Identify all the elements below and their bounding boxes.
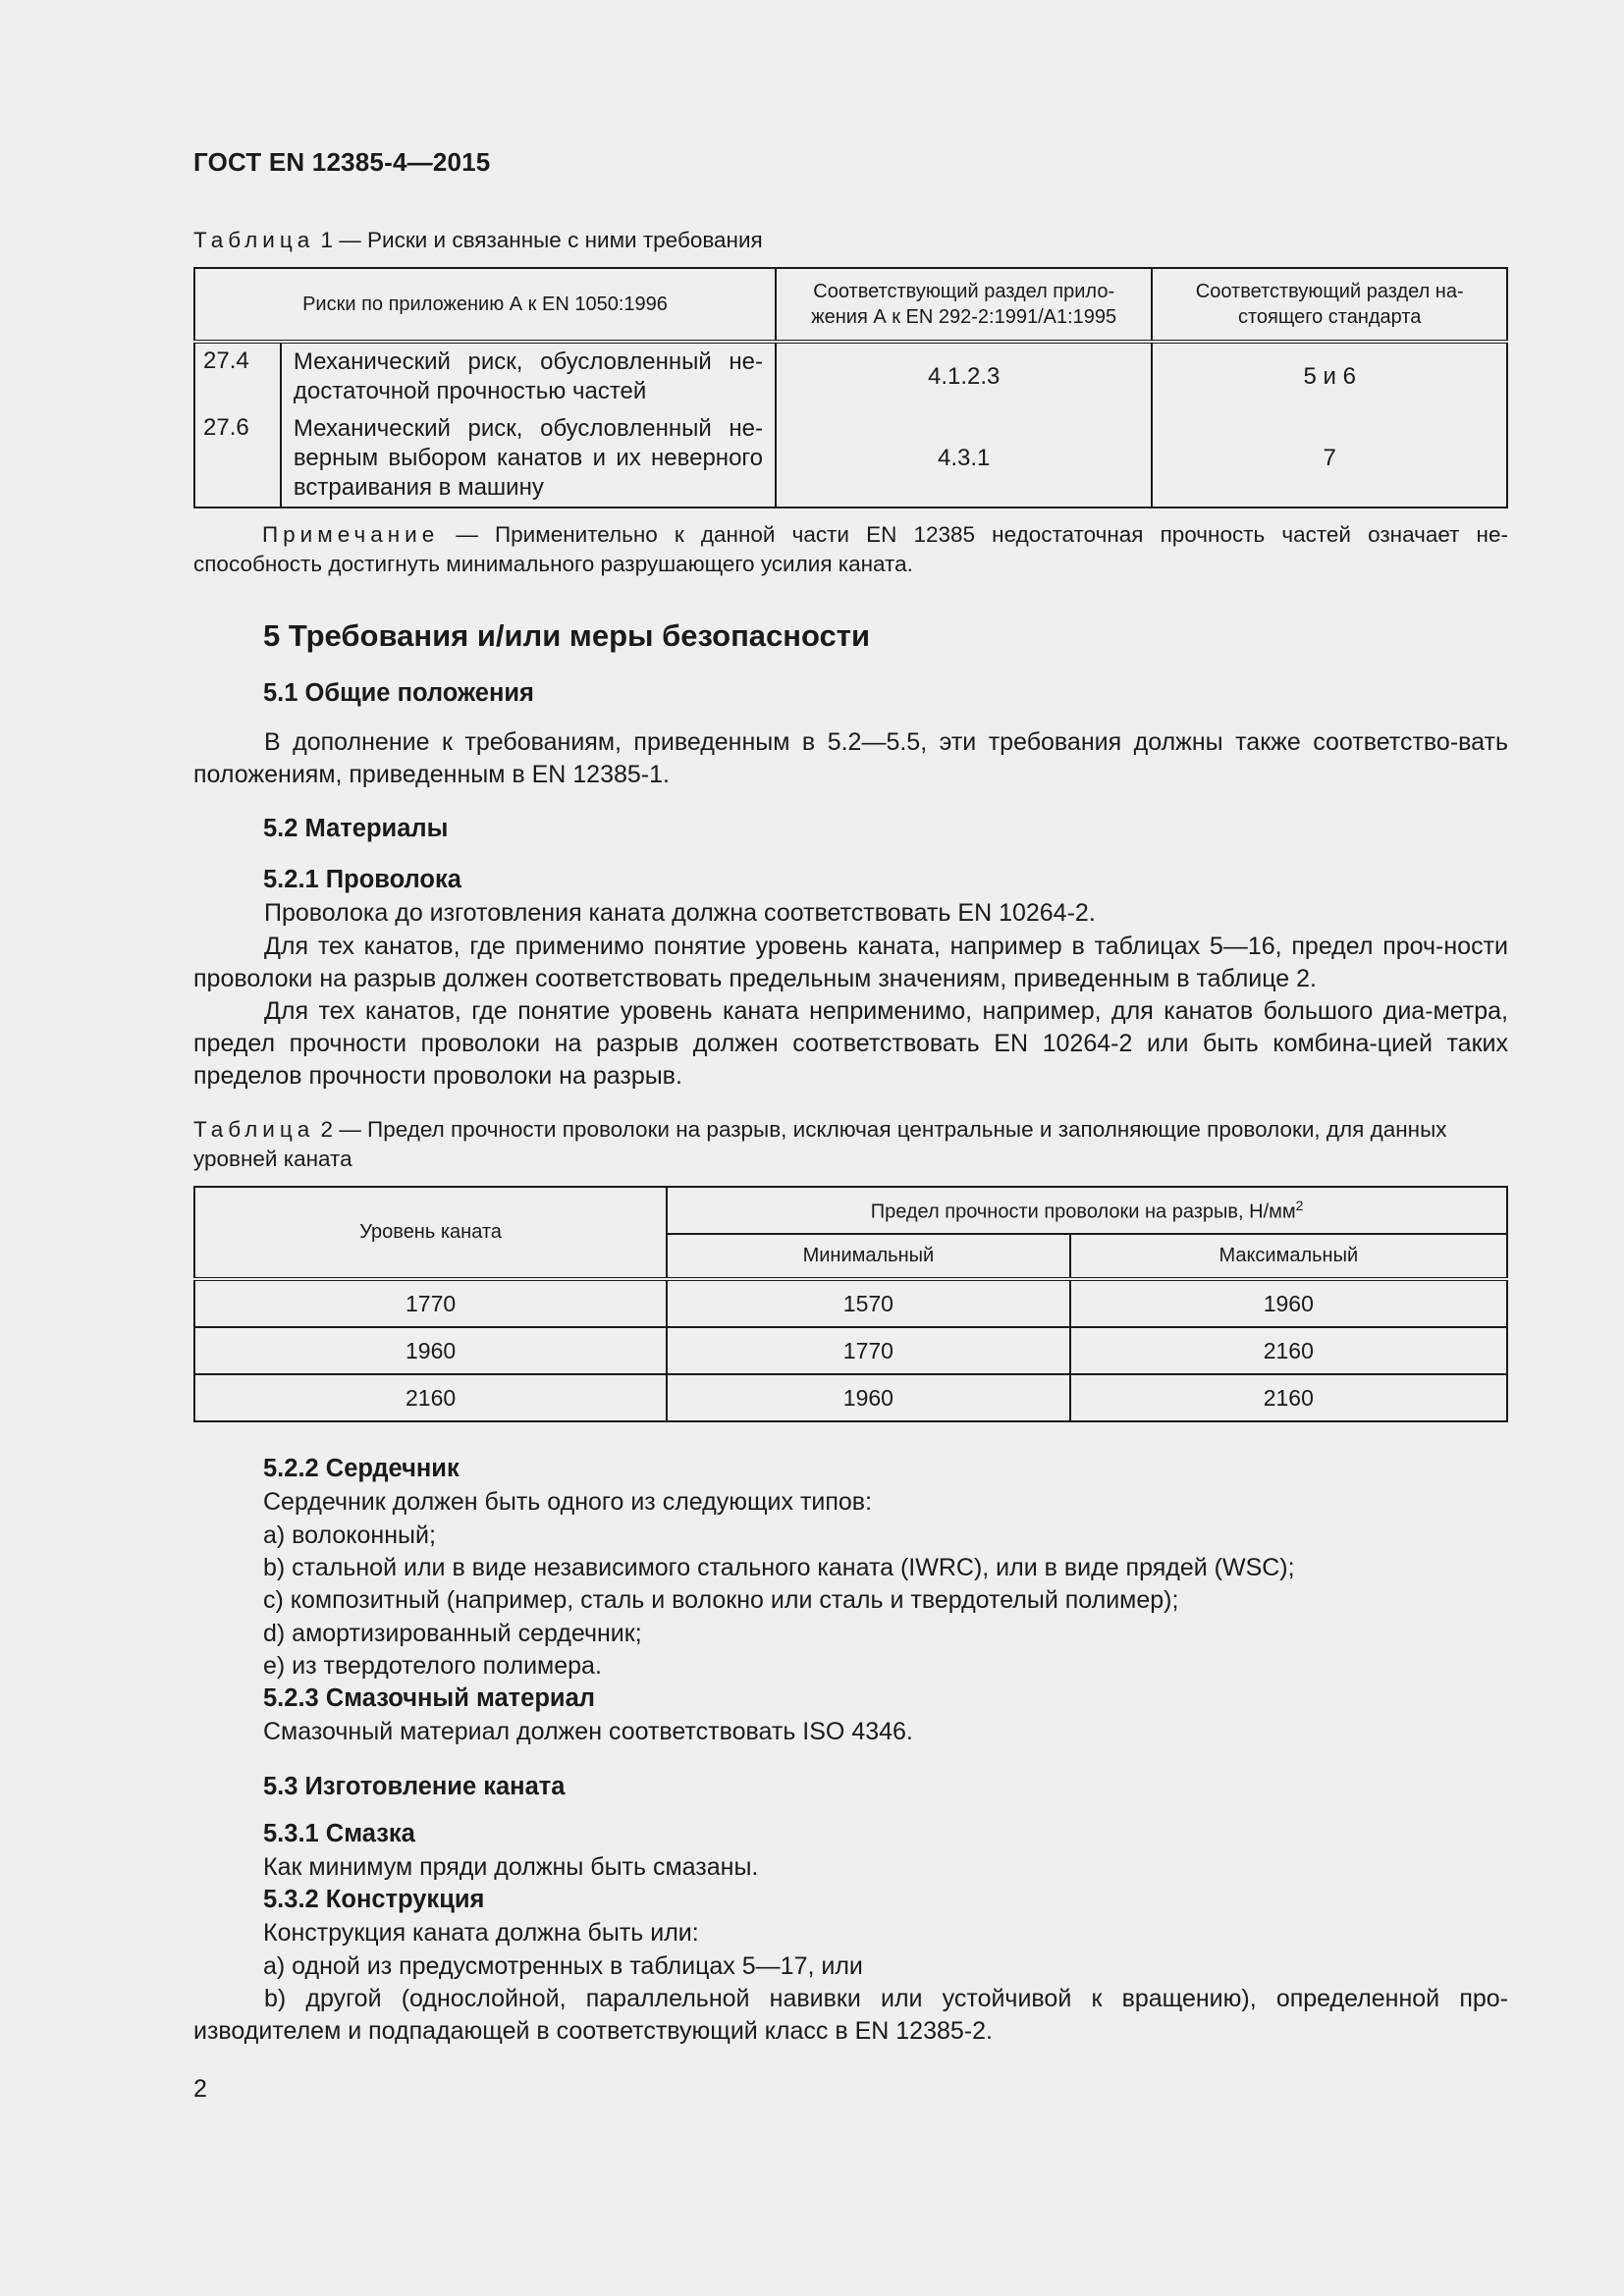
table2-caption-word: Таблица <box>193 1117 315 1142</box>
table2-cell: 2160 <box>1070 1374 1507 1421</box>
table1-row-text: Механический риск, обусловленный не-верным выбором канатов и их неверного встраивания в машину <box>281 410 776 507</box>
section-5-2-1-p1: Проволока до изготовления каната должна соответствовать EN 10264-2. <box>264 899 1096 927</box>
table2-header-strength <box>667 1187 1507 1234</box>
table2-cell: 1960 <box>194 1327 667 1374</box>
section-5-2-1-p3: Для тех канатов, где понятие уровень каната неприменимо, например, для канатов большого диа-метра, предел прочности проволоки на разрыв должен соответствовать EN 10264-2 или быть комбина-цией таких пределов прочности проволоки на разрыв. <box>193 997 1508 1090</box>
list-item: e) из твердотелого полимера. <box>263 1652 602 1680</box>
section-5-2-heading: 5.2 Материалы <box>263 815 449 842</box>
table1-caption-text: 1 — Риски и связанные с ними требования <box>320 228 763 252</box>
section-5-3-2-heading: 5.3.2 Конструкция <box>263 1886 485 1913</box>
table2-cell: 1770 <box>194 1279 667 1327</box>
section-5-2-2-intro: Сердечник должен быть одного из следующих типов: <box>263 1488 873 1516</box>
table1-row-num: 27.4 <box>194 342 281 410</box>
page-number: 2 <box>193 2075 207 2103</box>
table-row <box>194 342 1507 410</box>
document-header: ГОСТ EN 12385-4—2015 <box>193 147 491 177</box>
section-5-2-1-p2: Для тех канатов, где применимо понятие уровень каната, например в таблицах 5—16, предел проч-ности проволоки на разрыв должен соответствовать предельным значениям, приведенным в таблице 2. <box>193 933 1508 992</box>
table2-cell: 1770 <box>667 1327 1069 1374</box>
table2-header-row <box>194 1187 1507 1234</box>
table1-header-row <box>194 268 1507 342</box>
section-5-2-1-heading: 5.2.1 Проволока <box>263 866 461 893</box>
table2-cell: 1960 <box>1070 1279 1507 1327</box>
table1-row-annex: 4.3.1 <box>776 410 1152 507</box>
table1-caption <box>193 226 763 255</box>
table-row <box>194 1279 1507 1327</box>
section-5-1-text: В дополнение к требованиям, приведенным в 5.2—5.5, эти требования должны также соответство-вать положениям, приведенным в EN 12385-1. <box>193 728 1508 788</box>
table-row <box>194 410 1507 507</box>
section-5-2-2-heading: 5.2.2 Сердечник <box>263 1455 460 1482</box>
table2-header-strength-text: Предел прочности проволоки на разрыв, Н/мм <box>870 1201 1296 1223</box>
table2-cell: 1570 <box>667 1279 1069 1327</box>
list-item: c) композитный (например, сталь и волокно или сталь и твердотелый полимер); <box>263 1586 1179 1614</box>
table1-row-text: Механический риск, обусловленный не-достаточной прочностью частей <box>281 342 776 410</box>
section-5-2-3-heading: 5.2.3 Смазочный материал <box>263 1684 595 1712</box>
list-item: d) амортизированный сердечник; <box>263 1620 642 1647</box>
table1 <box>193 267 1508 508</box>
list-item: b) другой (однослойной, параллельной навивки или устойчивой к вращению), определенной про-изводителем и подпадающей в соответствующий класс в EN 12385-2. <box>193 1985 1508 2045</box>
section-5-1-heading: 5.1 Общие положения <box>263 679 534 707</box>
table-row <box>194 1374 1507 1421</box>
table2-header-sup: 2 <box>1295 1197 1304 1213</box>
table1-note <box>193 520 1508 579</box>
list-item: a) волоконный; <box>263 1522 436 1549</box>
table1-row-num: 27.6 <box>194 410 281 507</box>
table1-header-risks: Риски по приложению А к EN 1050:1996 <box>194 268 776 342</box>
table2-caption <box>193 1115 1508 1174</box>
table2-cell: 1960 <box>667 1374 1069 1421</box>
list-item: b) стальной или в виде независимого стального каната (IWRC), или в виде прядей (WSC); <box>263 1554 1295 1581</box>
table1-row-section: 5 и 6 <box>1303 363 1356 390</box>
table1-header-section: Соответствующий раздел на-стоящего стандарта <box>1152 268 1507 342</box>
section-5-3-heading: 5.3 Изготовление каната <box>263 1773 566 1800</box>
table1-header-annex: Соответствующий раздел прило-жения А к EN 292-2:1991/А1:1995 <box>776 268 1152 342</box>
table2-caption-text: 2 — Предел прочности проволоки на разрыв, исключая центральные и заполняющие проволоки, для данных уровней каната <box>193 1117 1447 1171</box>
section-5-2-3-text: Смазочный материал должен соответствовать ISO 4346. <box>263 1718 913 1745</box>
table1-row-section: 7 <box>1323 445 1336 471</box>
table2-header-min: Минимальный <box>667 1234 1069 1279</box>
table2-cell: 2160 <box>194 1374 667 1421</box>
section-5-3-2-intro: Конструкция каната должна быть или: <box>263 1919 699 1947</box>
section-5-3-1-heading: 5.3.1 Смазка <box>263 1820 415 1847</box>
table-row <box>194 1327 1507 1374</box>
table2 <box>193 1186 1508 1422</box>
table1-caption-word: Таблица <box>193 228 315 252</box>
table2-header-max: Максимальный <box>1070 1234 1507 1279</box>
section-5-3-1-text: Как минимум пряди должны быть смазаны. <box>263 1853 759 1881</box>
list-item: a) одной из предусмотренных в таблицах 5—17, или <box>263 1952 863 1980</box>
table2-cell: 2160 <box>1070 1327 1507 1374</box>
table2-header-level: Уровень каната <box>194 1187 667 1279</box>
section-5-heading: 5 Требования и/или меры безопасности <box>263 618 871 653</box>
table1-note-word: Примечание <box>262 522 440 547</box>
table1-note-text: — Применительно к данной части EN 12385 недостаточная прочность частей означает не-способность достигнуть минимального разрушающего усилия каната. <box>193 522 1508 576</box>
table1-row-annex: 4.1.2.3 <box>776 342 1152 410</box>
